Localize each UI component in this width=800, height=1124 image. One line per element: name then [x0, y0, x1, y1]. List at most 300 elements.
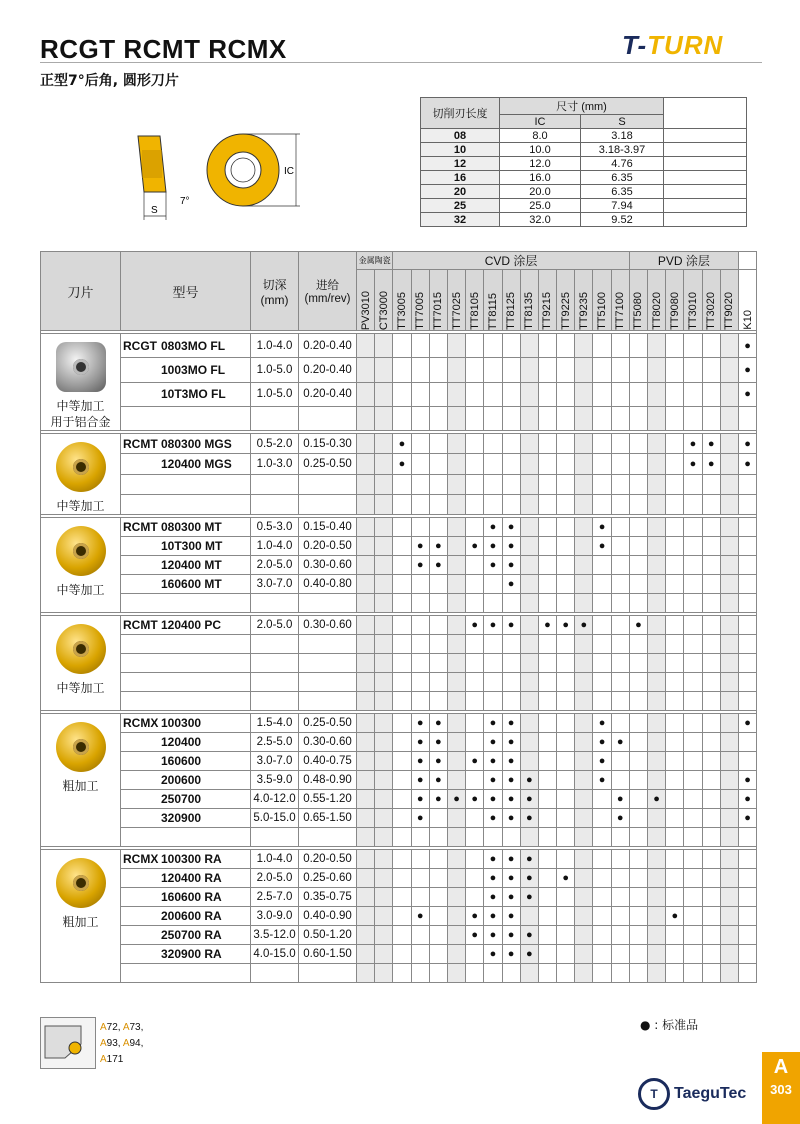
grade-cell: [484, 964, 502, 983]
standard-dot: ●: [738, 771, 756, 790]
standard-dot: ●: [484, 733, 502, 752]
grade-cell: [611, 964, 629, 983]
table-row: [41, 771, 757, 790]
grade-cell: [520, 635, 538, 654]
grade-cell: [557, 594, 575, 613]
grade-cell: [684, 926, 702, 945]
standard-dot: ●: [520, 926, 538, 945]
grade-cell: [611, 752, 629, 771]
grade-cell: [538, 594, 556, 613]
grade-cell: [466, 654, 484, 673]
grade-cell: [720, 406, 738, 430]
standard-dot: ●: [738, 454, 756, 474]
depth-value: 1.0-4.0: [251, 537, 299, 556]
standard-dot: ●: [484, 850, 502, 869]
taegutec-logo: T TaeguTec: [638, 1078, 746, 1110]
grade-cell: [702, 790, 720, 809]
table-row: [41, 869, 757, 888]
grade-cell: [575, 869, 593, 888]
grade-cell: [611, 406, 629, 430]
grade-cell: [575, 537, 593, 556]
grade-cell: [375, 869, 393, 888]
size-s: 9.52: [581, 213, 664, 227]
grade-cell: [648, 771, 666, 790]
grade-cell: [538, 907, 556, 926]
grade-cell: [393, 334, 411, 358]
grade-cell: [702, 635, 720, 654]
size-ic: 25.0: [500, 199, 581, 213]
grade-cell: [411, 454, 429, 474]
model-code: RCGT 0803MO FL: [121, 334, 251, 358]
size-table: [420, 97, 747, 227]
grade-cell: [575, 673, 593, 692]
grade-cell: [629, 850, 647, 869]
model-code: 200600: [121, 771, 251, 790]
grade-cell: [375, 771, 393, 790]
grade-cell: [484, 334, 502, 358]
grade-cell: [429, 635, 447, 654]
standard-dot: ●: [429, 556, 447, 575]
feed-value: [299, 474, 357, 494]
grade-cell: [611, 673, 629, 692]
grade-cell: [666, 673, 684, 692]
grade-cell: [593, 575, 611, 594]
grade-cell: [648, 752, 666, 771]
grade-cell: [720, 714, 738, 733]
grade-cell: [575, 518, 593, 537]
grade-cell: [466, 358, 484, 382]
feed-value: 0.20-0.50: [299, 850, 357, 869]
grade-cell: [648, 907, 666, 926]
table-row: [41, 790, 757, 809]
grade-cell: [666, 869, 684, 888]
table-row: [41, 474, 757, 494]
grade-cell: [684, 945, 702, 964]
grade-cell: [411, 575, 429, 594]
grade-cell: [520, 358, 538, 382]
insert-image-cell: [41, 714, 121, 847]
grade-cell: [447, 616, 465, 635]
grade-cell: [429, 518, 447, 537]
grade-cell: [629, 888, 647, 907]
standard-dot: ●: [611, 790, 629, 809]
depth-value: 4.0-15.0: [251, 945, 299, 964]
grade-cell: [611, 714, 629, 733]
taegutec-emblem-icon: T: [638, 1078, 670, 1110]
grade-cell: [593, 334, 611, 358]
grade-cell: [520, 454, 538, 474]
grade-cell: [466, 888, 484, 907]
grade-cell: [611, 654, 629, 673]
grade-cell: [666, 714, 684, 733]
grade-cell: [575, 809, 593, 828]
grade-cell: [720, 673, 738, 692]
insert-photo-icon: [56, 858, 106, 908]
feed-value: 0.40-0.80: [299, 575, 357, 594]
standard-dot: ●: [520, 809, 538, 828]
grade-cell: [738, 474, 756, 494]
table-row: [41, 945, 757, 964]
grade-cell: [666, 382, 684, 406]
machining-label: 中等加工: [56, 499, 105, 513]
model-code: 10T3MO FL: [121, 382, 251, 406]
depth-value: [251, 828, 299, 847]
table-row: [41, 434, 757, 454]
grade-cell: [502, 474, 520, 494]
grade-cell: [375, 635, 393, 654]
grade-cell: [593, 454, 611, 474]
grade-cell: [702, 575, 720, 594]
grade-cell: [720, 494, 738, 514]
grade-cell: [611, 518, 629, 537]
grade-cell: [357, 733, 375, 752]
standard-dot: ●: [411, 537, 429, 556]
grade-cell: [411, 406, 429, 430]
depth-value: [251, 494, 299, 514]
grade-cell: [411, 494, 429, 514]
grade-cell: [575, 494, 593, 514]
label-ic: IC: [284, 166, 294, 177]
model-code: 120400 MT: [121, 556, 251, 575]
grade-cell: [666, 434, 684, 454]
size-ic: 8.0: [500, 129, 581, 143]
grade-cell: [684, 809, 702, 828]
grade-cell: [738, 850, 756, 869]
model-code: 120400 MGS: [121, 454, 251, 474]
grade-cell: [411, 594, 429, 613]
size-s: 4.76: [581, 157, 664, 171]
grade-cell: [738, 537, 756, 556]
grade-cell: [466, 869, 484, 888]
grade-cell: [648, 850, 666, 869]
grade-cell: [720, 850, 738, 869]
table-row: [41, 635, 757, 654]
model-code: 120400 RA: [121, 869, 251, 888]
model-code: [121, 964, 251, 983]
grade-cell: [720, 474, 738, 494]
grade-cell: [393, 673, 411, 692]
grade-cell: [538, 537, 556, 556]
grade-cell: [648, 556, 666, 575]
machining-label: 粗加工: [62, 779, 99, 793]
grade-tt7015: TT7015: [429, 270, 447, 331]
grade-cell: [629, 594, 647, 613]
col-model: 型号: [121, 252, 251, 331]
grade-cell: [611, 869, 629, 888]
depth-value: 1.5-4.0: [251, 714, 299, 733]
page-references: A72, A73, A93, A94, A171: [100, 1022, 144, 1065]
size-row: [421, 171, 747, 185]
grade-cell: [447, 828, 465, 847]
grade-cell: [375, 733, 393, 752]
grade-cell: [684, 733, 702, 752]
grade-cell: [357, 537, 375, 556]
standard-dot: ●: [702, 434, 720, 454]
grade-cell: [648, 616, 666, 635]
standard-dot: ●: [502, 809, 520, 828]
grade-cell: [720, 733, 738, 752]
grade-cell: [720, 945, 738, 964]
grade-cell: [720, 964, 738, 983]
grade-cell: [375, 907, 393, 926]
grade-cell: [702, 673, 720, 692]
grade-cell: [393, 556, 411, 575]
grade-cell: [557, 945, 575, 964]
grade-cell: [429, 434, 447, 454]
grade-cell: [629, 945, 647, 964]
grade-cell: [557, 654, 575, 673]
grade-cell: [520, 575, 538, 594]
grade-cell: [375, 406, 393, 430]
product-table: [40, 251, 757, 983]
standard-dot: ●: [466, 926, 484, 945]
standard-dot: ●: [520, 888, 538, 907]
standard-dot: ●: [393, 454, 411, 474]
grade-cell: [702, 926, 720, 945]
grade-cell: [593, 616, 611, 635]
grade-cell: [447, 809, 465, 828]
grade-cell: [393, 907, 411, 926]
grade-cell: [557, 434, 575, 454]
grade-cell: [684, 556, 702, 575]
grade-cell: [593, 869, 611, 888]
machining-label: 粗加工: [62, 915, 99, 929]
size-length: 25: [421, 199, 500, 213]
grade-cell: [357, 752, 375, 771]
standard-dot: ●: [411, 733, 429, 752]
standard-dot: ●: [593, 752, 611, 771]
grade-cell: [447, 406, 465, 430]
depth-value: [251, 406, 299, 430]
grade-cell: [393, 358, 411, 382]
grade-cell: [484, 635, 502, 654]
grade-cell: [411, 518, 429, 537]
grade-cell: [484, 692, 502, 711]
grade-cell: [447, 358, 465, 382]
model-code: [121, 673, 251, 692]
grade-cell: [629, 537, 647, 556]
grade-cell: [684, 406, 702, 430]
feed-value: 0.30-0.60: [299, 733, 357, 752]
grade-cell: [447, 474, 465, 494]
grade-cell: [411, 382, 429, 406]
grade-cell: [738, 964, 756, 983]
standard-dot: ●: [593, 518, 611, 537]
feed-value: 0.35-0.75: [299, 888, 357, 907]
grade-cell: [666, 926, 684, 945]
grade-cell: [648, 382, 666, 406]
standard-dot: ●: [466, 616, 484, 635]
grade-cell: [538, 635, 556, 654]
table-row: [41, 616, 757, 635]
grade-cell: [375, 654, 393, 673]
grade-cell: [575, 926, 593, 945]
grade-cell: [684, 537, 702, 556]
grade-cell: [629, 382, 647, 406]
page-number: 303: [770, 1082, 792, 1097]
grade-cell: [702, 358, 720, 382]
grade-cell: [538, 692, 556, 711]
standard-dot: ●: [502, 733, 520, 752]
grade-cell: [648, 888, 666, 907]
feed-value: 0.15-0.30: [299, 434, 357, 454]
grade-cell: [593, 382, 611, 406]
grade-cell: [538, 654, 556, 673]
standard-dot: ●: [484, 809, 502, 828]
size-s: 6.35: [581, 185, 664, 199]
grade-cell: [738, 869, 756, 888]
feed-value: 0.20-0.50: [299, 537, 357, 556]
grade-cell: [738, 828, 756, 847]
grade-cell: [484, 406, 502, 430]
grade-cell: [557, 556, 575, 575]
grade-cell: [538, 926, 556, 945]
grade-cell: [575, 434, 593, 454]
grade-cell: [357, 406, 375, 430]
grade-cell: [375, 518, 393, 537]
standard-dot: ●: [466, 907, 484, 926]
grade-cell: [411, 635, 429, 654]
grade-cell: [411, 828, 429, 847]
grade-cell: [684, 907, 702, 926]
model-code: [121, 406, 251, 430]
grade-cell: [447, 926, 465, 945]
grade-cell: [666, 964, 684, 983]
grade-cell: [411, 926, 429, 945]
grade-cell: [611, 635, 629, 654]
grade-cell: [611, 358, 629, 382]
grade-cell: [375, 616, 393, 635]
grade-cell: [393, 594, 411, 613]
standard-dot: ●: [484, 556, 502, 575]
grade-cell: [611, 454, 629, 474]
grade-cell: [593, 964, 611, 983]
grade-k10: K10: [738, 270, 756, 331]
grade-cell: [629, 809, 647, 828]
grade-cell: [393, 537, 411, 556]
grade-cell: [648, 537, 666, 556]
grade-tt8020: TT8020: [648, 270, 666, 331]
grade-cell: [429, 964, 447, 983]
grade-cell: [557, 828, 575, 847]
model-code: 1003MO FL: [121, 358, 251, 382]
grade-cell: [666, 790, 684, 809]
grade-cell: [520, 518, 538, 537]
table-row: [41, 714, 757, 733]
grade-cell: [557, 733, 575, 752]
grade-cell: [484, 494, 502, 514]
grade-tt7005: TT7005: [411, 270, 429, 331]
grade-tt8125: TT8125: [502, 270, 520, 331]
model-code: RCMT 080300 MT: [121, 518, 251, 537]
standard-dot: ●: [538, 616, 556, 635]
grade-cell: [629, 869, 647, 888]
grade-cell: [702, 714, 720, 733]
standard-dot: ●: [411, 907, 429, 926]
grade-tt3020: TT3020: [702, 270, 720, 331]
machining-label: 中等加工: [56, 681, 105, 695]
grade-cell: [429, 454, 447, 474]
insert-photo-icon: [56, 624, 106, 674]
grade-cell: [484, 358, 502, 382]
grade-cell: [393, 828, 411, 847]
grade-cell: [357, 382, 375, 406]
model-code: 320900: [121, 809, 251, 828]
grade-cell: [684, 828, 702, 847]
grade-cell: [357, 673, 375, 692]
standard-dot: ●: [484, 945, 502, 964]
grade-cell: [684, 714, 702, 733]
feed-value: [299, 594, 357, 613]
model-code: RCMT 080300 MGS: [121, 434, 251, 454]
grade-cell: [720, 771, 738, 790]
machining-label: 中等加工 用于铝合金: [50, 399, 111, 429]
insert-photo-icon: [56, 342, 106, 392]
grade-cell: [720, 518, 738, 537]
grade-cell: [466, 850, 484, 869]
model-code: [121, 594, 251, 613]
model-code: 160600: [121, 752, 251, 771]
grade-cell: [666, 406, 684, 430]
grade-cell: [738, 575, 756, 594]
grade-cell: [593, 673, 611, 692]
depth-value: [251, 474, 299, 494]
standard-dot: ●: [502, 714, 520, 733]
grade-cell: [357, 334, 375, 358]
grade-cell: [702, 382, 720, 406]
grade-cell: [520, 406, 538, 430]
table-row: [41, 537, 757, 556]
feed-value: 0.20-0.40: [299, 334, 357, 358]
grade-cell: [447, 575, 465, 594]
grade-cell: [466, 406, 484, 430]
grade-cell: [629, 733, 647, 752]
grade-cell: [611, 945, 629, 964]
grade-cell: [611, 594, 629, 613]
grade-cell: [538, 828, 556, 847]
grade-cell: [357, 518, 375, 537]
grade-cell: [393, 714, 411, 733]
grade-cell: [575, 474, 593, 494]
grade-cell: [557, 635, 575, 654]
grade-cell: [411, 850, 429, 869]
grade-cell: [720, 869, 738, 888]
grade-cell: [357, 809, 375, 828]
depth-value: 2.0-5.0: [251, 616, 299, 635]
grade-cell: [357, 828, 375, 847]
grade-cell: [557, 537, 575, 556]
feed-value: [299, 828, 357, 847]
grade-cell: [502, 594, 520, 613]
model-code: [121, 654, 251, 673]
grade-cell: [629, 454, 647, 474]
standard-dot: ●: [738, 334, 756, 358]
size-ic: 12.0: [500, 157, 581, 171]
grade-cell: [393, 809, 411, 828]
grade-cell: [648, 575, 666, 594]
depth-value: 0.5-3.0: [251, 518, 299, 537]
table-row: [41, 850, 757, 869]
standard-dot: ●: [738, 358, 756, 382]
grade-cell: [629, 474, 647, 494]
grade-cell: [666, 575, 684, 594]
grade-cell: [375, 850, 393, 869]
grade-cell: [629, 635, 647, 654]
grade-cell: [429, 850, 447, 869]
grade-cell: [684, 869, 702, 888]
grade-cell: [611, 907, 629, 926]
grade-cell: [447, 869, 465, 888]
